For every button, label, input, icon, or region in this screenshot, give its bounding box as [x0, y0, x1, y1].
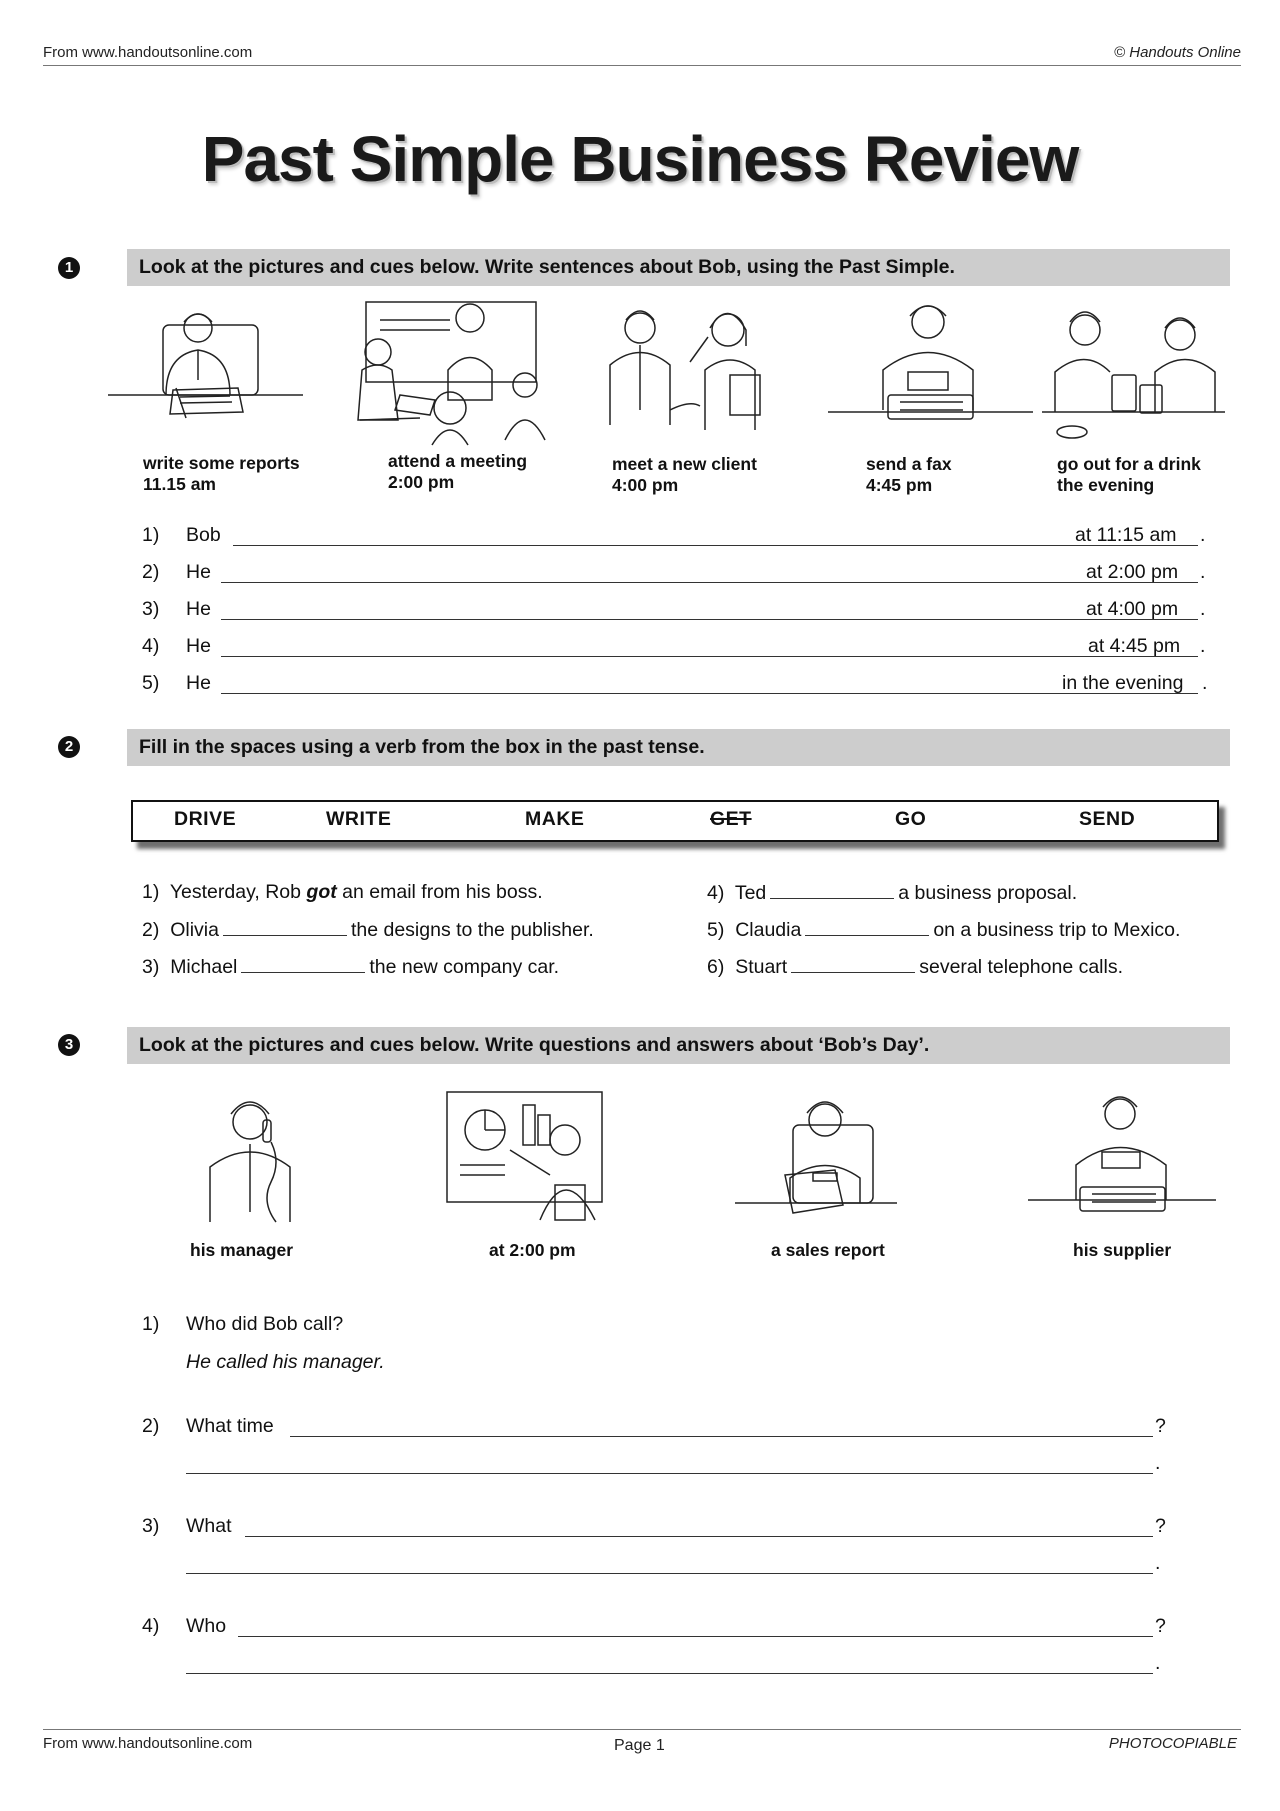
- s1-row-5-punct: .: [1202, 672, 1208, 694]
- s2-item-3: 3) Michael the new company car.: [142, 956, 560, 978]
- s1-row-3-subject: He: [186, 598, 211, 620]
- s1-row-1-end: at 11:15 am: [1075, 524, 1177, 546]
- illustration-presentation: [445, 1090, 605, 1225]
- verb-make: MAKE: [525, 808, 585, 830]
- s2-item-1: 1) Yesterday, Rob got an email from his boss.: [142, 881, 543, 903]
- s3-q1-num: 1): [142, 1313, 160, 1335]
- page-title: Past Simple Business Review: [201, 123, 1079, 195]
- s3-q2-start: What time: [186, 1415, 274, 1437]
- footer-source: From www.handoutsonline.com: [43, 1735, 253, 1752]
- s1-row-2-num: 2): [142, 561, 160, 583]
- s1-row-3-num: 3): [142, 598, 160, 620]
- s1-row-1-subject: Bob: [186, 524, 221, 546]
- illustration-meeting: [340, 300, 550, 448]
- verb-write: WRITE: [326, 808, 392, 830]
- s3-q2-qmark: ?: [1155, 1415, 1166, 1437]
- s1-row-3-punct: .: [1200, 598, 1206, 620]
- header-divider: [43, 65, 1241, 66]
- s1-row-4-end: at 4:45 pm: [1088, 635, 1181, 657]
- s1-row-2-end: at 2:00 pm: [1086, 561, 1179, 583]
- section-2-number: 2: [58, 736, 80, 758]
- s2-item-6-blank[interactable]: [791, 955, 915, 973]
- s1-row-1-answer-line[interactable]: [233, 523, 1198, 546]
- s3-q3-question-line[interactable]: [245, 1514, 1153, 1537]
- s2-item-6: 6) Stuart several telephone calls.: [707, 956, 1124, 978]
- section-1-instruction: Look at the pictures and cues below. Write sentences about Bob, using the Past Simple.: [127, 249, 1230, 286]
- verb-get-crossed-out: GET: [710, 808, 752, 830]
- s3-q1-question: Who did Bob call?: [186, 1313, 344, 1335]
- s3-q4-qmark: ?: [1155, 1615, 1166, 1637]
- section-2-instruction: Fill in the spaces using a verb from the box in the past tense.: [127, 729, 1230, 766]
- illustration-drinks: [1040, 300, 1230, 445]
- s1-row-2-subject: He: [186, 561, 211, 583]
- verb-box: [131, 800, 1219, 842]
- verb-send: SEND: [1079, 808, 1136, 830]
- s3-q4-num: 4): [142, 1615, 160, 1637]
- s1-row-3-end: at 4:00 pm: [1086, 598, 1179, 620]
- verb-drive: DRIVE: [174, 808, 237, 830]
- s1-row-4-punct: .: [1200, 635, 1206, 657]
- cue-4: send a fax 4:45 pm: [866, 454, 952, 495]
- header-source: From www.handoutsonline.com: [43, 44, 253, 61]
- s1-row-4-answer-line[interactable]: [221, 634, 1198, 657]
- s3-q3-answer-line[interactable]: [186, 1551, 1153, 1574]
- s1-row-5-end: in the evening: [1062, 672, 1184, 694]
- footer-divider: [43, 1729, 1241, 1730]
- cue-1: write some reports 11.15 am: [143, 453, 300, 494]
- s1-row-4-subject: He: [186, 635, 211, 657]
- s1-row-2-punct: .: [1200, 561, 1206, 583]
- footer-page-number: Page 1: [614, 1737, 665, 1754]
- s3-q1-answer: He called his manager.: [186, 1351, 385, 1373]
- s2-item-1-answer: got: [306, 881, 337, 903]
- footer-photocopiable: PHOTOCOPIABLE: [1108, 1735, 1237, 1752]
- s2-item-5-blank[interactable]: [805, 918, 929, 936]
- s1-row-5-answer-line[interactable]: [221, 671, 1198, 694]
- illustration-fax-supplier: [1028, 1092, 1218, 1222]
- cue-5: go out for a drink the evening: [1057, 454, 1201, 495]
- s3-q4-dot: .: [1155, 1652, 1161, 1674]
- s2-item-5: 5) Claudia on a business trip to Mexico.: [707, 919, 1181, 941]
- s3-q4-question-line[interactable]: [238, 1614, 1153, 1637]
- illustration-writing-reports: [108, 300, 308, 440]
- s3-q2-dot: .: [1155, 1452, 1161, 1474]
- cue-3: meet a new client 4:00 pm: [612, 454, 757, 495]
- s3-cue-1: his manager: [190, 1240, 294, 1260]
- s3-q3-num: 3): [142, 1515, 160, 1537]
- illustration-reading-report: [735, 1095, 900, 1220]
- s3-q3-qmark: ?: [1155, 1515, 1166, 1537]
- s3-q4-answer-line[interactable]: [186, 1651, 1153, 1674]
- s3-q2-question-line[interactable]: [290, 1414, 1153, 1437]
- s3-q3-dot: .: [1155, 1552, 1161, 1574]
- cue-2: attend a meeting 2:00 pm: [388, 451, 528, 492]
- s3-q4-start: Who: [186, 1615, 227, 1637]
- s1-row-5-subject: He: [186, 672, 211, 694]
- s3-q3-start: What: [186, 1515, 232, 1537]
- section-1-number: 1: [58, 257, 80, 279]
- s2-item-3-blank[interactable]: [241, 955, 365, 973]
- s3-cue-4: his supplier: [1073, 1240, 1172, 1260]
- s1-row-1-num: 1): [142, 524, 160, 546]
- s3-cue-3: a sales report: [771, 1240, 885, 1260]
- s3-q2-answer-line[interactable]: [186, 1451, 1153, 1474]
- verb-go: GO: [895, 808, 927, 830]
- s1-row-2-answer-line[interactable]: [221, 560, 1198, 583]
- s2-item-4-blank[interactable]: [770, 881, 894, 899]
- s1-row-5-num: 5): [142, 672, 160, 694]
- illustration-meeting-client: [600, 300, 800, 440]
- s2-item-2-blank[interactable]: [223, 918, 347, 936]
- illustration-phone-call: [195, 1092, 305, 1227]
- s2-item-4: 4) Ted a business proposal.: [707, 882, 1078, 904]
- section-3-number: 3: [58, 1034, 80, 1056]
- illustration-sending-fax: [828, 300, 1038, 440]
- section-3-instruction: Look at the pictures and cues below. Write questions and answers about ‘Bob’s Day’.: [127, 1027, 1230, 1064]
- s3-cue-2: at 2:00 pm: [489, 1240, 576, 1260]
- s3-q2-num: 2): [142, 1415, 160, 1437]
- s1-row-1-punct: .: [1200, 524, 1206, 546]
- s1-row-4-num: 4): [142, 635, 160, 657]
- header-copyright: © Handouts Online: [1114, 44, 1241, 61]
- s1-row-3-answer-line[interactable]: [221, 597, 1198, 620]
- s2-item-2: 2) Olivia the designs to the publisher.: [142, 919, 594, 941]
